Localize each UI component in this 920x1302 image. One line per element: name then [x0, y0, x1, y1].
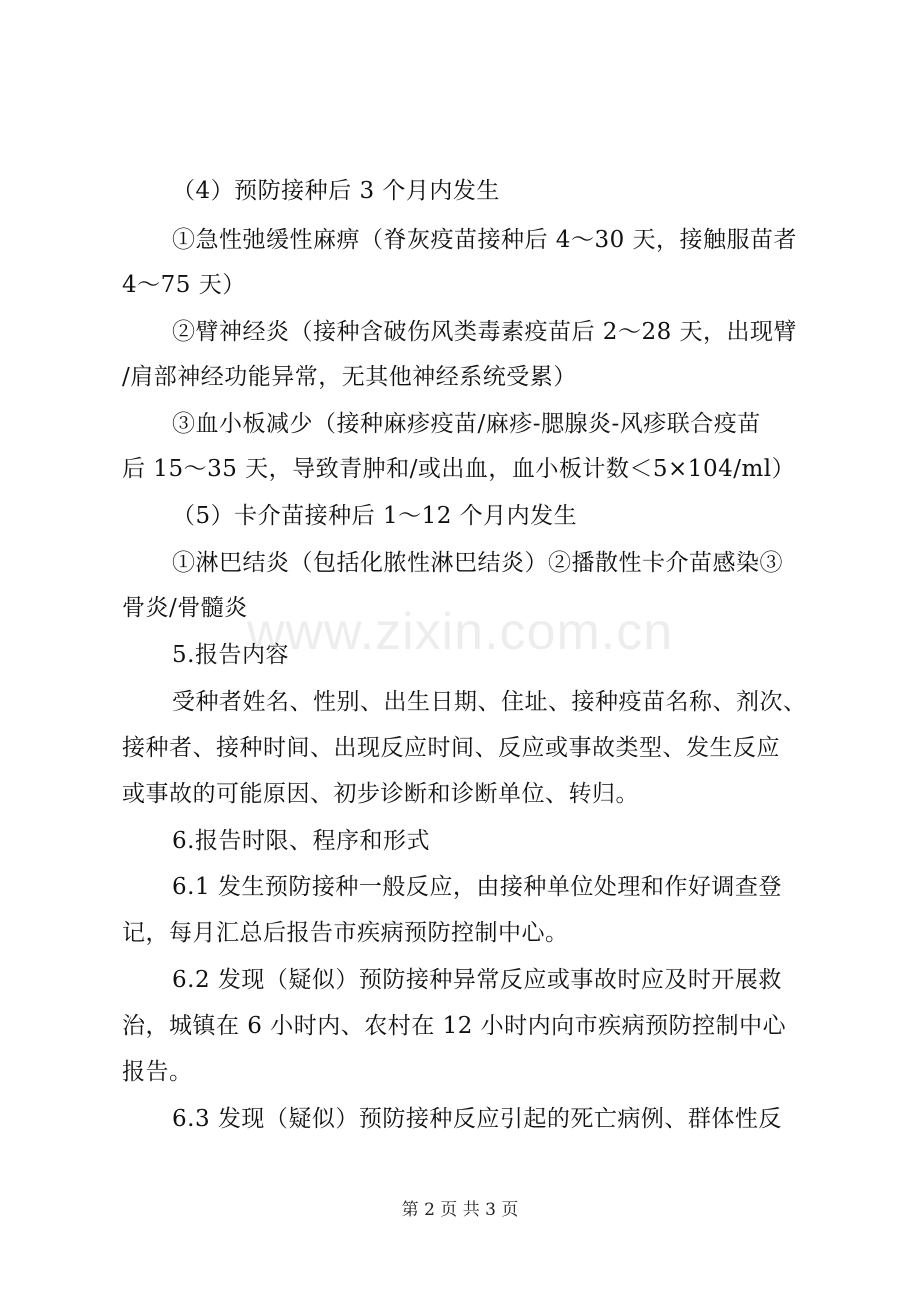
paragraph-line: 或事故的可能原因、初步诊断和诊断单位、转归。 [122, 781, 639, 807]
paragraph-line: 受种者姓名、性别、出生日期、住址、接种疫苗名称、剂次、 [172, 689, 807, 715]
paragraph-line: 6.1 发生预防接种一般反应，由接种单位处理和作好调查登 [172, 874, 782, 900]
section-heading: 6.报告时限、程序和形式 [172, 828, 430, 854]
page-footer: 第 2 页 共 3 页 [401, 1200, 519, 1220]
paragraph-line: 接种者、接种时间、出现反应时间、反应或事故类型、发生反应 [122, 735, 780, 761]
paragraph-line: 后 15～35 天，导致青肿和/或出血，血小板计数＜5×104/ml） [122, 456, 796, 482]
paragraph-line: /肩部神经功能异常，无其他神经系统受累） [122, 364, 577, 390]
section-heading: 5.报告内容 [172, 642, 289, 668]
paragraph-line: ①淋巴结炎（包括化脓性淋巴结炎）②播散性卡介苗感染③ [172, 550, 783, 576]
heading-5: （5）卡介苗接种后 1～12 个月内发生 [172, 503, 578, 529]
paragraph-line: ①急性弛缓性麻痹（脊灰疫苗接种后 4～30 天，接触服苗者 [172, 227, 798, 253]
paragraph-line: 骨炎/骨髓炎 [122, 595, 248, 621]
paragraph-line: 6.2 发现（疑似）预防接种异常反应或事故时应及时开展救 [172, 967, 782, 993]
watermark: www.zixin.com.cn [246, 603, 674, 661]
paragraph-line: 报告。 [122, 1059, 193, 1085]
paragraph-line: 4～75 天） [122, 272, 246, 298]
heading-4: （4）预防接种后 3 个月内发生 [172, 178, 500, 204]
paragraph-line: 6.3 发现（疑似）预防接种反应引起的死亡病例、群体性反 [172, 1106, 782, 1132]
paragraph-line: ②臂神经炎（接种含破伤风类毒素疫苗后 2～28 天，出现臂 [172, 319, 798, 345]
paragraph-line: 治，城镇在 6 小时内、农村在 12 小时内向市疾病预防控制中心 [122, 1013, 787, 1039]
paragraph-line: ③血小板减少（接种麻疹疫苗/麻疹-腮腺炎-风疹联合疫苗 [172, 411, 761, 437]
paragraph-line: 记，每月汇总后报告市疾病预防控制中心。 [122, 920, 569, 946]
